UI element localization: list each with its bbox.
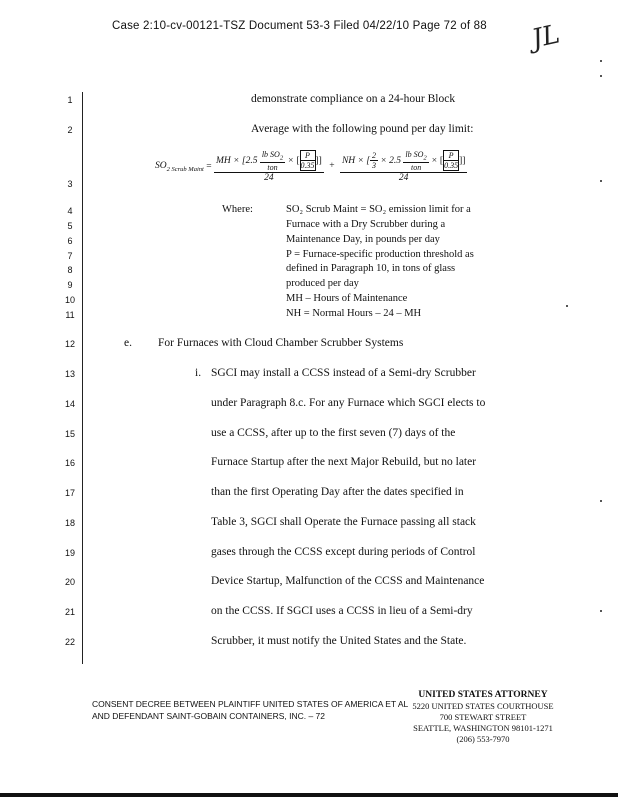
- scan-speck: [600, 610, 602, 612]
- where-line: Furnace with a Dry Scrubber during a: [286, 219, 446, 230]
- page-bottom-rule: [0, 793, 618, 797]
- paragraph-line: Scrubber, it must notify the United States and the State.: [211, 635, 467, 647]
- where-line: P = Furnace-specific production threshold as: [286, 249, 474, 260]
- address-line: 700 STEWART STREET: [439, 712, 527, 722]
- paragraph-line: Furnace Startup after the next Major Rebuild, but no later: [211, 456, 477, 468]
- line-number: 18: [64, 518, 75, 528]
- line-number: 16: [64, 458, 75, 468]
- footer-caption: [92, 698, 408, 722]
- paragraph-line: Table 3, SGCI shall Operate the Furnace passing all stack: [211, 516, 476, 528]
- body-line: Average with the following pound per day limit:: [251, 123, 474, 135]
- address-line: 5220 UNITED STATES COURTHOUSE: [412, 701, 554, 711]
- footer-caption-line: AND DEFENDANT SAINT-GOBAIN CONTAINERS, INC. – 72: [92, 711, 326, 721]
- line-number: 10: [64, 295, 75, 305]
- attorney-title: UNITED STATES ATTORNEY: [418, 690, 548, 700]
- paragraph-line: than the first Operating Day after the dates specified in: [211, 486, 464, 498]
- line-number: 17: [64, 488, 75, 498]
- line-number: 8: [67, 265, 73, 275]
- body-line: demonstrate compliance on a 24-hour Block: [251, 93, 456, 105]
- paragraph-line: under Paragraph 8.c. For any Furnace which SGCI elects to: [211, 397, 486, 409]
- where-line: Maintenance Day, in pounds per day: [286, 234, 440, 245]
- section-title: For Furnaces with Cloud Chamber Scrubber Systems: [158, 337, 404, 349]
- formula-term-maintenance: MH × [2.5 $\frac{lb SO_2}{\text{ton}}$ × [ $\frac{P}{0.35}$ ]] 24: [215, 150, 322, 183]
- line-number: 5: [67, 221, 73, 231]
- line-number: 3: [67, 179, 73, 189]
- section-letter: e.: [124, 337, 132, 349]
- where-label: Where:: [222, 204, 253, 215]
- line-number: 1: [67, 95, 73, 105]
- attorney-address: [408, 690, 558, 745]
- case-header: Case 2:10-cv-00121-TSZ Document 53-3 Filed 04/22/10 Page 72 of 88: [112, 20, 487, 32]
- line-number: 20: [64, 577, 75, 587]
- line-number: 22: [64, 637, 75, 647]
- paragraph-line: on the CCSS. If SGCI uses a CCSS in lieu of a Semi-dry: [211, 605, 473, 617]
- scan-speck: [600, 180, 602, 182]
- line-number: 13: [64, 369, 75, 379]
- where-line: NH = Normal Hours – 24 – MH: [286, 308, 422, 319]
- scan-speck: [600, 500, 602, 502]
- where-line: SO₂ Scrub Maint = SO₂ emission limit for a: [286, 204, 471, 215]
- line-number: 2: [67, 125, 73, 135]
- line-number: 12: [64, 339, 75, 349]
- where-line: MH – Hours of Maintenance: [286, 293, 408, 304]
- paragraph-line: SGCI may install a CCSS instead of a Semi-dry Scrubber: [211, 367, 476, 379]
- line-number: 4: [67, 206, 73, 216]
- line-number: 6: [67, 236, 73, 246]
- line-number: 7: [67, 251, 73, 261]
- address-line: (206) 553-7970: [456, 734, 510, 744]
- scan-speck: [600, 75, 602, 77]
- line-number: 9: [67, 280, 73, 290]
- paragraph-line: use a CCSS, after up to the first seven (7) days of the: [211, 427, 456, 439]
- line-number: 19: [64, 548, 75, 558]
- line-number: 21: [64, 607, 75, 617]
- item-numeral: i.: [195, 367, 202, 379]
- paragraph-line: Device Startup, Malfunction of the CCSS and Maintenance: [211, 575, 485, 587]
- line-number: 11: [65, 310, 75, 320]
- formula-lhs: $SO_{2 Scrub Maint}$: [155, 161, 204, 174]
- where-line: produced per day: [286, 278, 359, 289]
- where-line: defined in Paragraph 10, in tons of glass: [286, 263, 456, 274]
- line-number: 14: [64, 399, 75, 409]
- address-line: SEATTLE, WASHINGTON 98101-1271: [413, 723, 553, 733]
- emission-formula: $SO_{2 Scrub Maint}$ = MH × [2.5 $\frac{lb SO_2}{\text{ton}}$ × [ $\frac{P}{0.35}$ ]] 24 + NH × [ $\frac{2}{3}$ × 2.5 $\frac{lb SO_2}{\text{ton}}$ × [ $\frac{P}{0.35}$ ]] 24: [155, 150, 466, 183]
- line-number: 15: [64, 429, 75, 439]
- footer-caption-line: CONSENT DECREE BETWEEN PLAINTIFF UNITED STATES OF AMERICA ET AL: [92, 699, 409, 709]
- handwritten-initials: JL: [529, 19, 563, 55]
- formula-term-normal: NH × [ $\frac{2}{3}$ × 2.5 $\frac{lb SO_2}{\text{ton}}$ × [ $\frac{P}{0.35}$ ]] 24: [341, 150, 466, 183]
- paragraph-line: gases through the CCSS except during periods of Control: [211, 546, 476, 558]
- scan-speck: [566, 305, 568, 307]
- scan-speck: [600, 60, 602, 62]
- margin-rule: [82, 92, 83, 664]
